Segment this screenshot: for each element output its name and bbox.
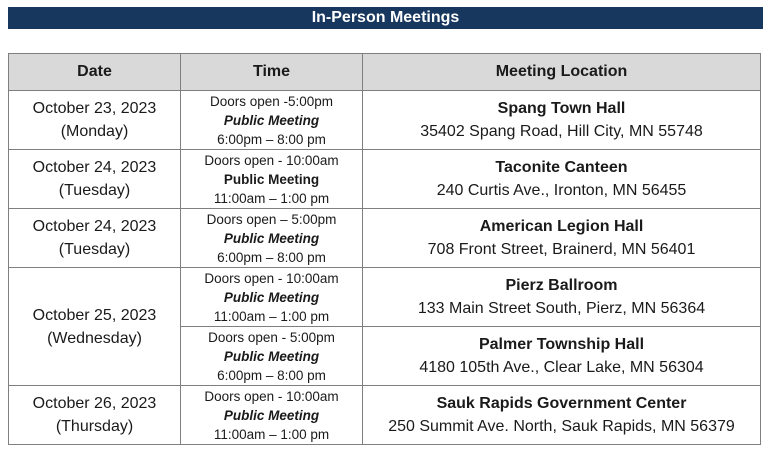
date-column-header: Date	[9, 54, 181, 91]
time-cell	[181, 91, 363, 150]
meeting-time-range: 6:00pm – 8:00 pm	[217, 131, 326, 147]
doors-open-time: Doors open -5:00pm	[209, 93, 334, 109]
time-cell	[181, 150, 363, 209]
date-cell	[9, 386, 181, 445]
table-row	[9, 209, 761, 268]
public-meeting-label: Public Meeting	[223, 348, 320, 364]
public-meeting-label: Public Meeting	[223, 112, 320, 128]
meeting-date: October 26, 2023	[32, 395, 157, 412]
meeting-weekday: (Tuesday)	[58, 241, 131, 258]
meeting-time-range: 6:00pm – 8:00 pm	[217, 249, 326, 265]
location-cell	[363, 150, 761, 209]
venue-name: Pierz Ballroom	[505, 277, 618, 294]
doors-open-time: Doors open - 10:00am	[204, 152, 339, 168]
venue-address: 133 Main Street South, Pierz, MN 56364	[417, 300, 706, 317]
meetings-table	[8, 53, 761, 445]
time-cell	[181, 327, 363, 386]
location-column-header: Meeting Location	[363, 54, 761, 91]
public-meeting-label: Public Meeting	[223, 407, 320, 423]
meeting-time-range: 11:00am – 1:00 pm	[213, 308, 330, 324]
table-header-row	[9, 54, 761, 91]
doors-open-time: Doors open - 10:00am	[204, 270, 339, 286]
section-title-banner: In-Person Meetings	[8, 7, 763, 29]
location-cell	[363, 327, 761, 386]
venue-address: 240 Curtis Ave., Ironton, MN 56455	[436, 182, 687, 199]
date-cell	[9, 150, 181, 209]
venue-name: Sauk Rapids Government Center	[436, 395, 687, 412]
meeting-weekday: (Tuesday)	[58, 182, 131, 199]
meeting-time-range: 11:00am – 1:00 pm	[213, 190, 330, 206]
venue-name: Palmer Township Hall	[478, 336, 645, 353]
time-cell	[181, 209, 363, 268]
venue-address: 35402 Spang Road, Hill City, MN 55748	[420, 123, 703, 140]
doors-open-time: Doors open - 5:00pm	[208, 329, 335, 345]
meeting-time-range: 11:00am – 1:00 pm	[213, 426, 330, 442]
public-meeting-label: Public Meeting	[223, 230, 320, 246]
location-cell	[363, 386, 761, 445]
doors-open-time: Doors open - 10:00am	[204, 388, 339, 404]
venue-name: Spang Town Hall	[497, 100, 626, 117]
meeting-date: October 24, 2023	[32, 218, 157, 235]
time-cell	[181, 268, 363, 327]
table-row	[9, 91, 761, 150]
venue-name: Taconite Canteen	[495, 159, 628, 176]
table-row	[9, 150, 761, 209]
meeting-date: October 25, 2023	[32, 306, 157, 324]
meeting-weekday: (Wednesday)	[47, 329, 142, 347]
public-meeting-label: Public Meeting	[223, 171, 320, 187]
meeting-date: October 23, 2023	[32, 100, 157, 117]
table-row	[9, 386, 761, 445]
meeting-date: October 24, 2023	[32, 159, 157, 176]
venue-address: 250 Summit Ave. North, Sauk Rapids, MN 56379	[388, 418, 735, 435]
doors-open-time: Doors open – 5:00pm	[206, 211, 337, 227]
date-cell	[9, 209, 181, 268]
location-cell	[363, 209, 761, 268]
meeting-weekday: (Thursday)	[55, 418, 134, 435]
location-cell	[363, 268, 761, 327]
venue-address: 708 Front Street, Brainerd, MN 56401	[427, 241, 696, 258]
location-cell	[363, 91, 761, 150]
table-row	[9, 268, 761, 327]
venue-address: 4180 105th Ave., Clear Lake, MN 56304	[419, 359, 704, 376]
time-column-header: Time	[181, 54, 363, 91]
public-meeting-label: Public Meeting	[223, 289, 320, 305]
meeting-time-range: 6:00pm – 8:00 pm	[217, 367, 326, 383]
venue-name: American Legion Hall	[479, 218, 644, 235]
date-cell	[9, 268, 181, 386]
date-cell	[9, 91, 181, 150]
meeting-weekday: (Monday)	[60, 123, 129, 140]
time-cell	[181, 386, 363, 445]
